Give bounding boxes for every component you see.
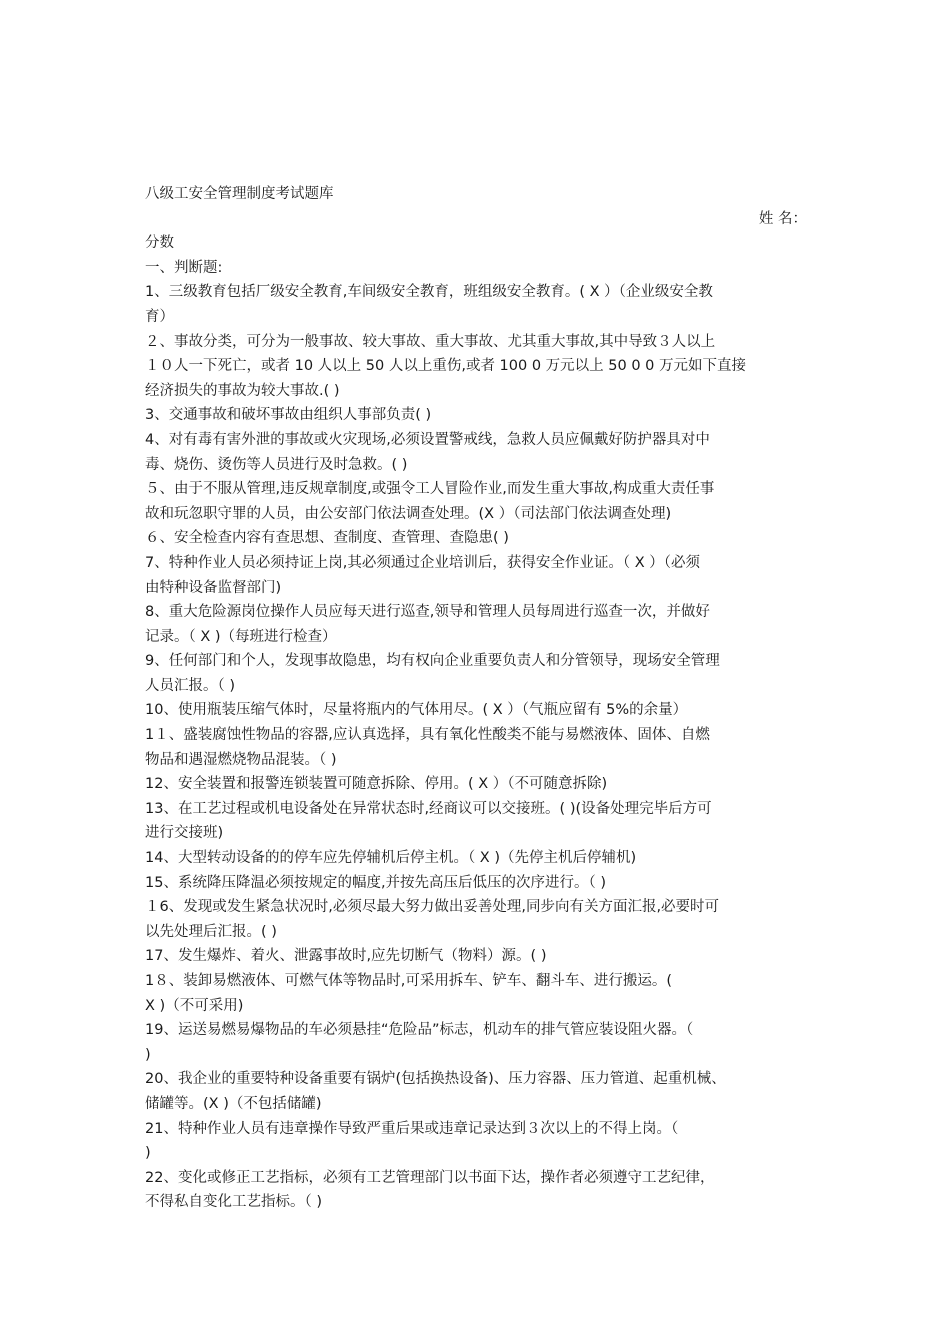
question-line: 4、对有毒有害外泄的事故或火灾现场,必须设置警戒线，急救人员应佩戴好防护器具对中 bbox=[145, 431, 710, 448]
question-line: 储罐等。(X )（不包括储罐) bbox=[145, 1095, 322, 1112]
question-item bbox=[145, 944, 807, 969]
question-line: １０人一下死亡，或者 10 人以上 50 人以上重伤,或者 100 0 万元以上 50 0 0 万元如下直接 bbox=[145, 358, 747, 375]
question-item bbox=[145, 330, 807, 404]
document-title: 八级工安全管理制度考试题库 bbox=[145, 186, 334, 202]
question-line: 经济损失的事故为较大事故.( ) bbox=[145, 382, 340, 399]
question-item bbox=[145, 280, 807, 329]
question-item bbox=[145, 1067, 807, 1116]
question-item bbox=[145, 698, 807, 723]
question-line: 20、我企业的重要特种设备重要有锅炉(包括换热设备)、压力容器、压力管道、起重机械、 bbox=[145, 1071, 726, 1088]
question-item bbox=[145, 477, 807, 526]
question-line: 9、任何部门和个人，发现事故隐患，均有权向企业重要负责人和分管领导，现场安全管理 bbox=[145, 653, 720, 670]
score-label: 分数 bbox=[145, 235, 174, 252]
question-line: 13、在工艺过程或机电设备处在异常状态时,经商议可以交接班。( )(设备处理完毕后方可 bbox=[145, 800, 712, 817]
document-body bbox=[145, 182, 807, 1215]
question-item bbox=[145, 895, 807, 944]
question-line: 记录。（ X )（每班进行检查） bbox=[145, 628, 337, 645]
question-line: 故和玩忽职守罪的人员，由公安部门依法调查处理。(X ）（司法部门依法调查处理) bbox=[145, 505, 672, 522]
question-item bbox=[145, 846, 807, 871]
question-item bbox=[145, 1018, 807, 1067]
question-item bbox=[145, 403, 807, 428]
question-item bbox=[145, 428, 807, 477]
question-line: ６、安全检查内容有查思想、查制度、查管理、查隐患( ) bbox=[145, 530, 509, 547]
question-item bbox=[145, 723, 807, 772]
question-line: 人员汇报。（ ) bbox=[145, 677, 236, 694]
question-line: 12、安全装置和报警连锁装置可随意拆除、停用。( X ）（不可随意拆除) bbox=[145, 776, 608, 793]
question-line: ) bbox=[145, 1046, 151, 1063]
question-line: 14、大型转动设备的的停车应先停辅机后停主机。（ X )（先停主机后停辅机) bbox=[145, 850, 637, 867]
question-list bbox=[145, 280, 807, 1215]
question-line: 1８、装卸易燃液体、可燃气体等物品时,可采用拆车、铲车、翻斗车、进行搬运。( bbox=[145, 973, 672, 989]
question-line: 1、三级教育包括厂级安全教育,车间级安全教育，班组级安全教育。( X ）（企业级安全教 bbox=[145, 284, 713, 301]
question-line: ５、由于不服从管理,违反规章制度,或强令工人冒险作业,而发生重大事故,构成重大责任事 bbox=[145, 481, 715, 498]
question-line: 3、交通事故和破坏事故由组织人事部负责( ) bbox=[145, 407, 432, 424]
question-line: 1１、盛装腐蚀性物品的容器,应认真选择，具有氧化性酸类不能与易燃液体、固体、自燃 bbox=[145, 727, 710, 744]
question-line: 22、变化或修正工艺指标，必须有工艺管理部门以书面下达，操作者必须遵守工艺纪律， bbox=[145, 1169, 715, 1186]
question-line: 由特种设备监督部门) bbox=[145, 579, 282, 596]
question-item bbox=[145, 526, 807, 551]
question-item bbox=[145, 551, 807, 600]
question-line: 19、运送易燃易爆物品的车必须悬挂“危险品”标志，机动车的排气管应装设阻火器。（ bbox=[145, 1022, 694, 1039]
question-item bbox=[145, 600, 807, 649]
question-line: 以先处理后汇报。( ) bbox=[145, 923, 277, 940]
question-line: ) bbox=[145, 1145, 151, 1162]
question-item bbox=[145, 649, 807, 698]
question-line: 8、重大危险源岗位操作人员应每天进行巡查,领导和管理人员每周进行巡查一次，并做好 bbox=[145, 604, 710, 621]
question-item bbox=[145, 772, 807, 797]
question-line: 21、特种作业人员有违章操作导致严重后果或违章记录达到３次以上的不得上岗。（ bbox=[145, 1120, 679, 1137]
question-line: 17、发生爆炸、着火、泄露事故时,应先切断气（物料）源。( ) bbox=[145, 948, 547, 965]
question-line: X )（不可采用) bbox=[145, 997, 244, 1014]
question-line: １6、发现或发生紧急状况时,必须尽最大努力做出妥善处理,同步向有关方面汇报,必要时可 bbox=[145, 899, 720, 916]
question-item bbox=[145, 797, 807, 846]
section-heading: 一、判断题: bbox=[145, 259, 223, 276]
question-line: 7、特种作业人员必须持证上岗,其必须通过企业培训后，获得安全作业证。（ X ）（必须 bbox=[145, 554, 700, 571]
question-line: 10、使用瓶装压缩气体时，尽量将瓶内的气体用尽。( X ）（气瓶应留有 5%的余量） bbox=[145, 702, 688, 719]
question-line: 物品和遇湿燃烧物品混装。（ ) bbox=[145, 751, 337, 768]
question-line: 育） bbox=[145, 308, 174, 325]
question-line: 15、系统降压降温必须按规定的幅度,并按先高压后低压的次序进行。（ ) bbox=[145, 874, 607, 891]
question-item bbox=[145, 1166, 807, 1215]
question-item bbox=[145, 1117, 807, 1166]
question-line: 进行交接班) bbox=[145, 825, 224, 842]
question-item bbox=[145, 871, 807, 896]
question-line: 毒、烧伤、烫伤等人员进行及时急救。( ) bbox=[145, 456, 408, 473]
question-item bbox=[145, 969, 807, 1018]
name-label: 姓 名： bbox=[758, 210, 807, 227]
question-line: ２、事故分类，可分为一般事故、较大事故、重大事故、尤其重大事故,其中导致３人以上 bbox=[145, 333, 716, 350]
question-line: 不得私自变化工艺指标。（ ) bbox=[145, 1194, 323, 1211]
